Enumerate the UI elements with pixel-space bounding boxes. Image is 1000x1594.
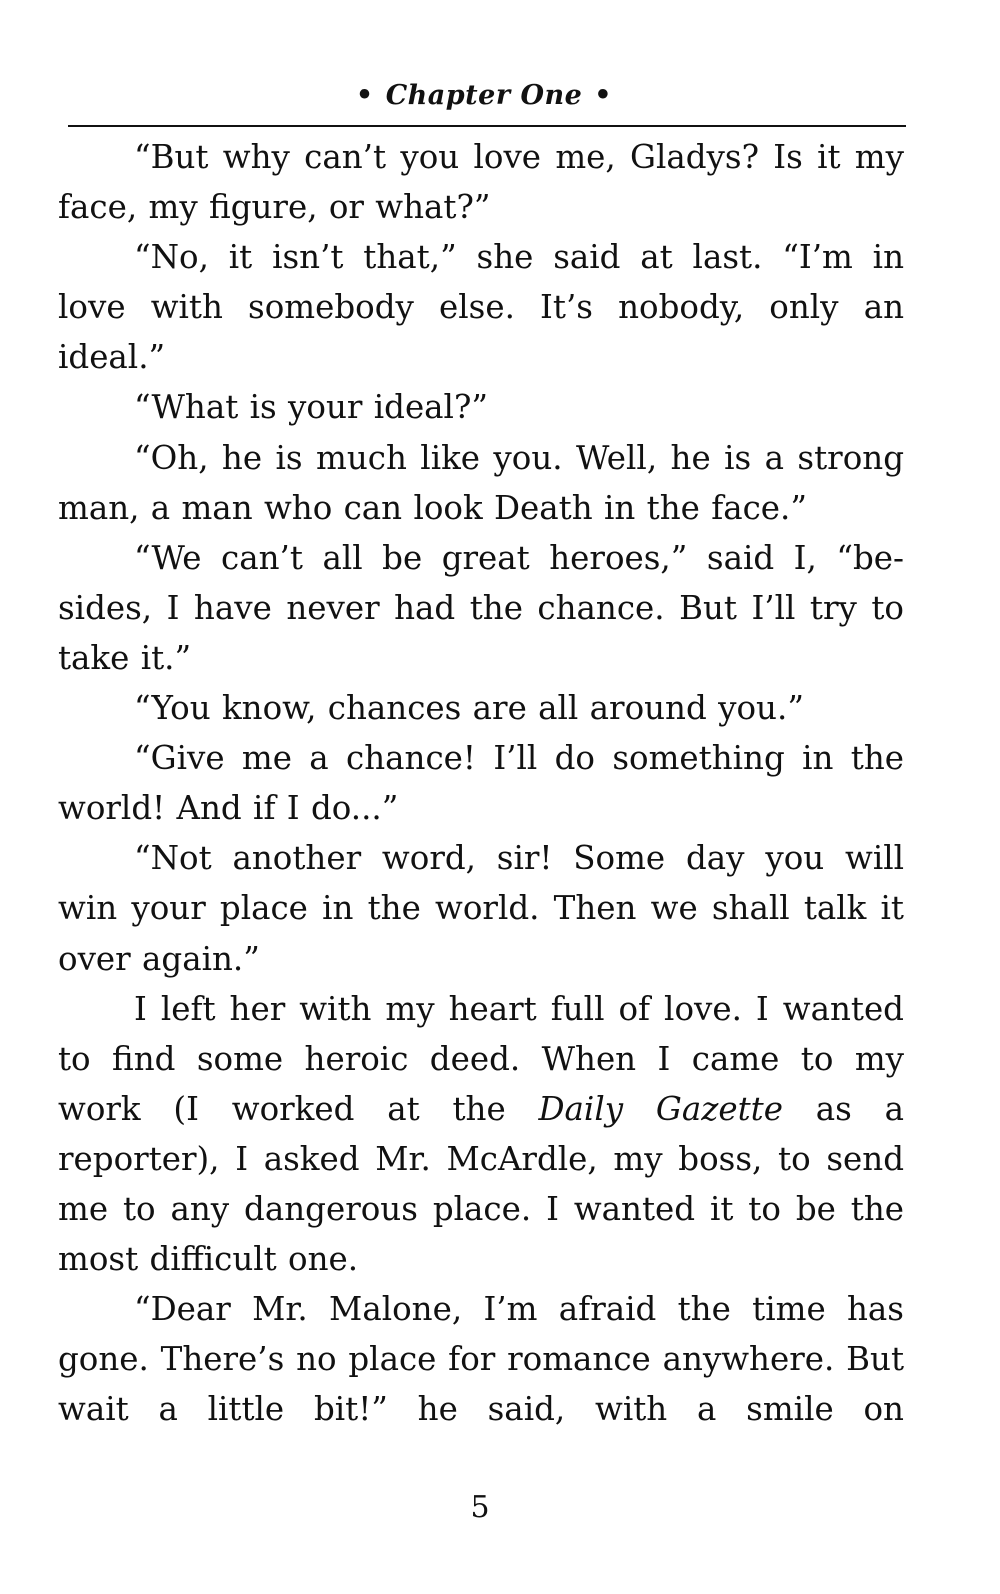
chapter-title: Chapter One xyxy=(385,80,583,111)
running-head-bullet-right: • xyxy=(594,80,613,111)
paragraph: “Not another word, sir! Some day you will win your place in the world. Then we shall talk it over again.” xyxy=(58,839,904,978)
paragraph: “You know, chances are all around you.” xyxy=(134,689,804,728)
paragraph: “Oh, he is much like you. Well, he is a strong man, a man who can look Death in the face.” xyxy=(58,438,904,527)
paragraph: “What is your ideal?” xyxy=(134,388,488,427)
header-rule xyxy=(68,125,906,127)
paragraph: “We can’t all be great heroes,” said I, “be-sides, I have never had the chance. But I’ll try to take it.” xyxy=(58,538,904,677)
running-head-bullet-left: • xyxy=(355,80,374,111)
paragraph: “Give me a chance! I’ll do something in the world! And if I do...” xyxy=(58,739,904,828)
paragraph xyxy=(58,984,904,1285)
paragraph: “No, it isn’t that,” she said at last. “I’m in love with somebody else. It’s nobody, only an ideal.” xyxy=(58,238,904,377)
newspaper-title: Daily Gazette xyxy=(538,1089,783,1128)
paragraph: “Dear Mr. Malone, I’m afraid the time has gone. There’s no place for romance anywhere. But wait a little bit!” he said, with a smile on xyxy=(58,1290,904,1429)
page-number: 5 xyxy=(470,1490,490,1525)
body-text xyxy=(58,132,904,1434)
paragraph-text: I left her with my heart full of love. I wanted to find some heroic deed. When I came to my work (I worked at the xyxy=(58,989,904,1128)
running-head xyxy=(62,80,906,111)
paragraph-text: as a reporter), I asked Mr. McArdle, my boss, to send me to any dangerous place. I wanted it to be the most difficult one. xyxy=(58,1089,905,1279)
paragraph: “But why can’t you love me, Gladys? Is it my face, my figure, or what?” xyxy=(58,138,904,227)
